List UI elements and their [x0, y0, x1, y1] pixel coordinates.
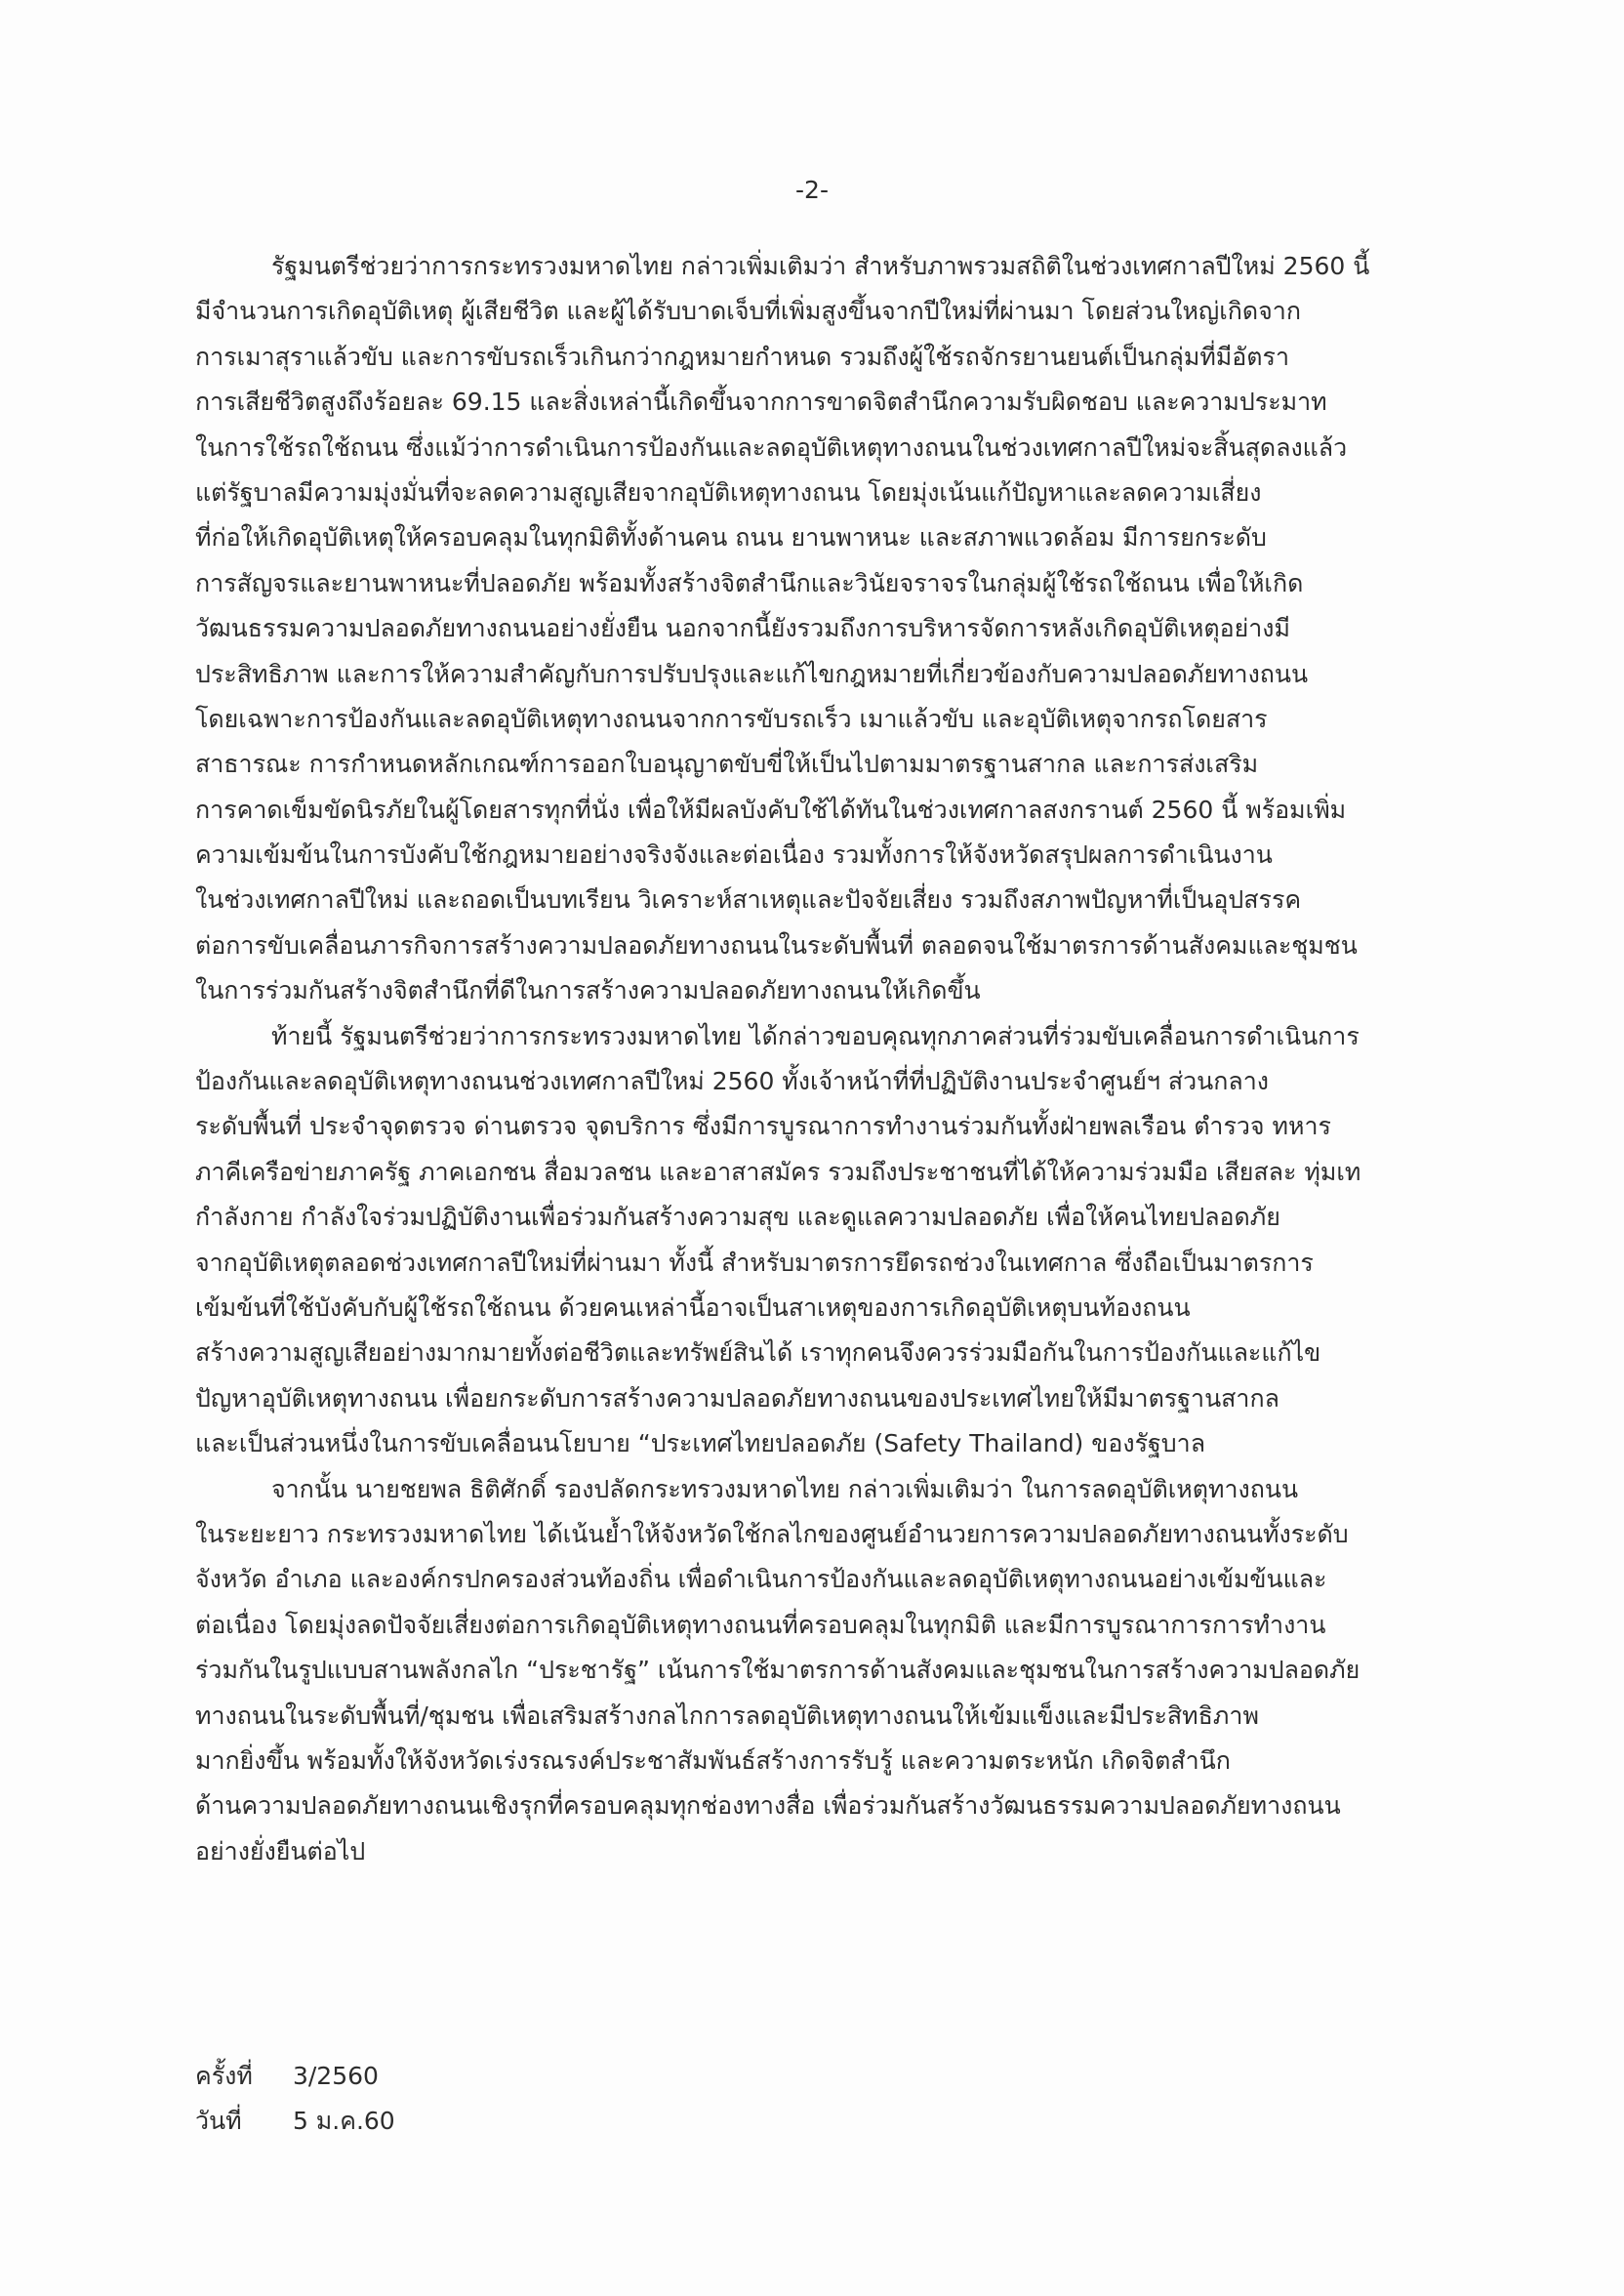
text-line: การเสียชีวิตสูงถึงร้อยละ 69.15 และสิ่งเหล่านี้เกิดขึ้นจากการขาดจิตสำนึกความรับผิดชอบ และความประมาท [195, 388, 1327, 417]
text-line: ด้านความปลอดภัยทางถนนเชิงรุกที่ครอบคลุมทุกช่องทางสื่อ เพื่อร่วมกันสร้างวัฒนธรรมความปลอดภัยทางถนน [195, 1791, 1341, 1821]
text-line: รัฐมนตรีช่วยว่าการกระทรวงมหาดไทย กล่าวเพิ่มเติมว่า สำหรับภาพรวมสถิติในช่วงเทศกาลปีใหม่ 2560 นี้ [271, 252, 1370, 280]
text-line: ต่อการขับเคลื่อนภารกิจการสร้างความปลอดภัยทางถนนในระดับพื้นที่ ตลอดจนใช้มาตรการด้านสังคมและชุมชน [195, 930, 1358, 960]
text-line: มีจำนวนการเกิดอุบัติเหตุ ผู้เสียชีวิต และผู้ได้รับบาดเจ็บที่เพิ่มสูงขึ้นจากปีใหม่ที่ผ่านมา โดยส่วนใหญ่เกิดจาก [195, 297, 1301, 326]
text-line: ต่อเนื่อง โดยมุ่งลดปัจจัยเสี่ยงต่อการเกิดอุบัติเหตุทางถนนที่ครอบคลุมในทุกมิติ และมีการบูรณาการการทำงาน [195, 1610, 1326, 1639]
text-line: ในช่วงเทศกาลปีใหม่ และถอดเป็นบทเรียน วิเคราะห์สาเหตุและปัจจัยเสี่ยง รวมถึงสภาพปัญหาที่เป็นอุปสรรค [195, 885, 1302, 915]
issue-row [195, 2054, 395, 2099]
text-line: ปัญหาอุบัติเหตุทางถนน เพื่อยกระดับการสร้างความปลอดภัยทางถนนของประเทศไทยให้มีมาตรฐานสากล [195, 1383, 1279, 1413]
document-date: 5 ม.ค.60 [292, 2107, 395, 2135]
document-body [195, 244, 1476, 1874]
text-line: ในการร่วมกันสร้างจิตสำนึกที่ดีในการสร้างความปลอดภัยทางถนนให้เกิดขึ้น [195, 976, 981, 1005]
text-line: การคาดเข็มขัดนิรภัยในผู้โดยสารทุกที่นั่ง เพื่อให้มีผลบังคับใช้ได้ทันในช่วงเทศกาลสงกรานต์ 2560 นี้ พร้อมเพิ่ม [195, 795, 1347, 824]
text-line: จากนั้น นายชยพล ธิติศักดิ์ รองปลัดกระทรวงมหาดไทย กล่าวเพิ่มเติมว่า ในการลดอุบัติเหตุทางถนน [271, 1474, 1299, 1503]
text-line: การเมาสุราแล้วขับ และการขับรถเร็วเกินกว่ากฎหมายกำหนด รวมถึงผู้ใช้รถจักรยานยนต์เป็นกลุ่มที่มีอัตรา [195, 342, 1289, 371]
text-line: ระดับพื้นที่ ประจำจุดตรวจ ด่านตรวจ จุดบริการ ซึ่งมีการบูรณาการทำงานร่วมกันทั้งฝ่ายพลเรือน ตำรวจ ทหาร [195, 1112, 1331, 1141]
text-line: มากยิ่งขึ้น พร้อมทั้งให้จังหวัดเร่งรณรงค์ประชาสัมพันธ์สร้างการรับรู้ และความตระหนัก เกิดจิตสำนึก [195, 1745, 1231, 1775]
text-line: ความเข้มข้นในการบังคับใช้กฎหมายอย่างจริงจังและต่อเนื่อง รวมทั้งการให้จังหวัดสรุปผลการดำเนินงาน [195, 840, 1273, 870]
text-line: จากอุบัติเหตุตลอดช่วงเทศกาลปีใหม่ที่ผ่านมา ทั้งนี้ สำหรับมาตรการยึดรถช่วงในเทศกาล ซึ่งถือเป็นมาตรการ [195, 1248, 1314, 1277]
text-line: ร่วมกันในรูปแบบสานพลังกลไก “ประชารัฐ” เน้นการใช้มาตรการด้านสังคมและชุมชนในการสร้างความปลอดภัย [195, 1656, 1360, 1685]
text-line: ในระยะยาว กระทรวงมหาดไทย ได้เน้นย้ำให้จังหวัดใช้กลไกของศูนย์อำนวยการความปลอดภัยทางถนนทั้งระดับ [195, 1519, 1349, 1548]
text-line: ท้ายนี้ รัฐมนตรีช่วยว่าการกระทรวงมหาดไทย ได้กล่าวขอบคุณทุกภาคส่วนที่ร่วมขับเคลื่อนการดำเนินการ [271, 1021, 1360, 1050]
text-line: เข้มข้นที่ใช้บังคับกับผู้ใช้รถใช้ถนน ด้วยคนเหล่านี้อาจเป็นสาเหตุของการเกิดอุบัติเหตุบนท้องถนน [195, 1292, 1191, 1322]
text-line: อย่างยั่งยืนต่อไป [195, 1836, 366, 1866]
text-line: สาธารณะ การกำหนดหลักเกณฑ์การออกใบอนุญาตขับขี่ให้เป็นไปตามมาตรฐานสากล และการส่งเสริม [195, 750, 1259, 779]
text-line: ที่ก่อให้เกิดอุบัติเหตุให้ครอบคลุมในทุกมิติทั้งด้านคน ถนน ยานพาหนะ และสภาพแวดล้อม มีการยกระดับ [195, 523, 1267, 553]
page-number: -2- [795, 176, 829, 204]
text-line: กำลังกาย กำลังใจร่วมปฏิบัติงานเพื่อร่วมกันสร้างความสุข และดูแลความปลอดภัย เพื่อให้คนไทยปลอดภัย [195, 1203, 1280, 1232]
text-line: ป้องกันและลดอุบัติเหตุทางถนนช่วงเทศกาลปีใหม่ 2560 ทั้งเจ้าหน้าที่ที่ปฏิบัติงานประจำศูนย์ฯ ส่วนกลาง [195, 1067, 1269, 1096]
text-line: โดยเฉพาะการป้องกันและลดอุบัติเหตุทางถนนจากการขับรถเร็ว เมาแล้วขับ และอุบัติเหตุจากรถโดยสาร [195, 704, 1268, 733]
date-label: วันที่ [195, 2107, 242, 2135]
text-line: วัฒนธรรมความปลอดภัยทางถนนอย่างยั่งยืน นอกจากนี้ยังรวมถึงการบริหารจัดการหลังเกิดอุบัติเหตุอย่างมี [195, 614, 1290, 643]
text-line: การสัญจรและยานพาหนะที่ปลอดภัย พร้อมทั้งสร้างจิตสำนึกและวินัยจราจรในกลุ่มผู้ใช้รถใช้ถนน เพื่อให้เกิด [195, 568, 1304, 597]
text-line: สร้างความสูญเสียอย่างมากมายทั้งต่อชีวิตและทรัพย์สินได้ เราทุกคนจึงควรร่วมมือกันในการป้องกันและแก้ไข [195, 1338, 1321, 1368]
document-footer [195, 2054, 395, 2144]
date-row [195, 2099, 395, 2144]
text-line: ภาคีเครือข่ายภาครัฐ ภาคเอกชน สื่อมวลชน และอาสาสมัคร รวมถึงประชาชนที่ได้ให้ความร่วมมือ เสียสละ ทุ่มเท [195, 1157, 1361, 1186]
text-line: และเป็นส่วนหนึ่งในการขับเคลื่อนนโยบาย “ประเทศไทยปลอดภัย (Safety Thailand) ของรัฐบาล [195, 1429, 1206, 1458]
text-line: แต่รัฐบาลมีความมุ่งมั่นที่จะลดความสูญเสียจากอุบัติเหตุทางถนน โดยมุ่งเน้นแก้ปัญหาและลดความเสี่ยง [195, 477, 1262, 507]
text-line: ทางถนนในระดับพื้นที่/ชุมชน เพื่อเสริมสร้างกลไกการลดอุบัติเหตุทางถนนให้เข้มแข็งและมีประสิทธิภาพ [195, 1701, 1259, 1730]
issue-label: ครั้งที่ [195, 2062, 253, 2090]
text-line: จังหวัด อำเภอ และองค์กรปกครองส่วนท้องถิ่น เพื่อดำเนินการป้องกันและลดอุบัติเหตุทางถนนอย่างเข้มข้นและ [195, 1565, 1327, 1594]
text-line: ในการใช้รถใช้ถนน ซึ่งแม้ว่าการดำเนินการป้องกันและลดอุบัติเหตุทางถนนในช่วงเทศกาลปีใหม่จะสิ้นสุดลงแล้ว [195, 432, 1348, 462]
issue-number: 3/2560 [292, 2062, 379, 2090]
text-line: ประสิทธิภาพ และการให้ความสำคัญกับการปรับปรุงและแก้ไขกฎหมายที่เกี่ยวข้องกับความปลอดภัยทางถนน [195, 659, 1309, 688]
